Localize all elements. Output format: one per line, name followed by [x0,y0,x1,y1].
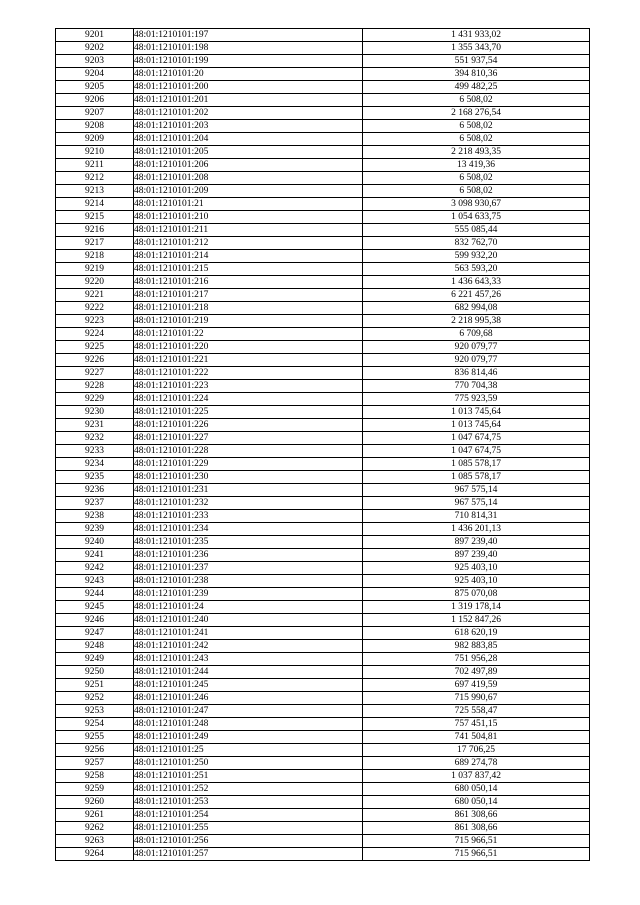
cadastral-number-cell: 48:01:1210101:245 [134,679,363,692]
cadastral-number-cell: 48:01:1210101:242 [134,640,363,653]
row-number-cell: 9207 [56,107,134,120]
cadastral-number-cell: 48:01:1210101:249 [134,731,363,744]
table-row [56,107,590,120]
cadastral-value-cell: 1 013 745,64 [363,406,590,419]
cadastral-value-cell: 2 168 276,54 [363,107,590,120]
cadastral-value-cell: 551 937,54 [363,55,590,68]
cadastral-value-cell: 861 308,66 [363,809,590,822]
cadastral-value-cell: 618 620,19 [363,627,590,640]
row-number-cell: 9263 [56,835,134,848]
table-row [56,237,590,250]
table-row [56,809,590,822]
row-number-cell: 9229 [56,393,134,406]
row-number-cell: 9217 [56,237,134,250]
cadastral-number-cell: 48:01:1210101:205 [134,146,363,159]
cadastral-number-cell: 48:01:1210101:253 [134,796,363,809]
cadastral-value-cell: 1 436 643,33 [363,276,590,289]
cadastral-value-cell: 682 994,08 [363,302,590,315]
table-body [56,29,590,861]
table-row [56,796,590,809]
cadastral-number-cell: 48:01:1210101:237 [134,562,363,575]
cadastral-value-cell: 13 419,36 [363,159,590,172]
cadastral-value-cell: 680 050,14 [363,796,590,809]
row-number-cell: 9241 [56,549,134,562]
cadastral-value-cell: 6 221 457,26 [363,289,590,302]
row-number-cell: 9226 [56,354,134,367]
cadastral-number-cell: 48:01:1210101:217 [134,289,363,302]
row-number-cell: 9252 [56,692,134,705]
row-number-cell: 9244 [56,588,134,601]
cadastral-number-cell: 48:01:1210101:225 [134,406,363,419]
cadastral-number-cell: 48:01:1210101:200 [134,81,363,94]
cadastral-number-cell: 48:01:1210101:251 [134,770,363,783]
row-number-cell: 9208 [56,120,134,133]
cadastral-number-cell: 48:01:1210101:255 [134,822,363,835]
cadastral-value-cell: 897 239,40 [363,549,590,562]
cadastral-number-cell: 48:01:1210101:223 [134,380,363,393]
cadastral-number-cell: 48:01:1210101:247 [134,705,363,718]
table-row [56,484,590,497]
table-row [56,81,590,94]
row-number-cell: 9255 [56,731,134,744]
row-number-cell: 9212 [56,172,134,185]
table-row [56,822,590,835]
cadastral-value-cell: 715 990,67 [363,692,590,705]
row-number-cell: 9216 [56,224,134,237]
cadastral-number-cell: 48:01:1210101:210 [134,211,363,224]
table-row [56,497,590,510]
row-number-cell: 9239 [56,523,134,536]
cadastral-value-cell: 1 085 578,17 [363,458,590,471]
cadastral-value-cell: 2 218 995,38 [363,315,590,328]
cadastral-value-cell: 6 508,02 [363,94,590,107]
row-number-cell: 9259 [56,783,134,796]
cadastral-number-cell: 48:01:1210101:212 [134,237,363,250]
row-number-cell: 9237 [56,497,134,510]
table-row [56,588,590,601]
cadastral-number-cell: 48:01:1210101:252 [134,783,363,796]
row-number-cell: 9257 [56,757,134,770]
table-row [56,172,590,185]
row-number-cell: 9210 [56,146,134,159]
cadastral-number-cell: 48:01:1210101:216 [134,276,363,289]
table-row [56,315,590,328]
cadastral-number-cell: 48:01:1210101:199 [134,55,363,68]
row-number-cell: 9227 [56,367,134,380]
cadastral-value-cell: 6 508,02 [363,185,590,198]
cadastral-value-cell: 925 403,10 [363,562,590,575]
table-row [56,367,590,380]
row-number-cell: 9205 [56,81,134,94]
row-number-cell: 9234 [56,458,134,471]
cadastral-number-cell: 48:01:1210101:250 [134,757,363,770]
row-number-cell: 9250 [56,666,134,679]
row-number-cell: 9223 [56,315,134,328]
table-row [56,146,590,159]
cadastral-value-cell: 3 098 930,67 [363,198,590,211]
row-number-cell: 9238 [56,510,134,523]
cadastral-number-cell: 48:01:1210101:198 [134,42,363,55]
cadastral-number-cell: 48:01:1210101:215 [134,263,363,276]
cadastral-value-cell: 832 762,70 [363,237,590,250]
cadastral-number-cell: 48:01:1210101:220 [134,341,363,354]
table-row [56,471,590,484]
table-row [56,549,590,562]
cadastral-value-cell: 715 966,51 [363,835,590,848]
row-number-cell: 9254 [56,718,134,731]
row-number-cell: 9236 [56,484,134,497]
cadastral-value-cell: 725 558,47 [363,705,590,718]
cadastral-number-cell: 48:01:1210101:219 [134,315,363,328]
cadastral-number-cell: 48:01:1210101:240 [134,614,363,627]
row-number-cell: 9243 [56,575,134,588]
table-row [56,94,590,107]
row-number-cell: 9206 [56,94,134,107]
table-row [56,510,590,523]
cadastral-value-cell: 499 482,25 [363,81,590,94]
table-row [56,458,590,471]
row-number-cell: 9262 [56,822,134,835]
table-row [56,224,590,237]
cadastral-value-cell: 1 047 674,75 [363,432,590,445]
table-row [56,276,590,289]
table-row [56,627,590,640]
cadastral-value-cell: 836 814,46 [363,367,590,380]
cadastral-value-cell: 680 050,14 [363,783,590,796]
table-row [56,393,590,406]
table-row [56,42,590,55]
table-row [56,653,590,666]
cadastral-number-cell: 48:01:1210101:218 [134,302,363,315]
table-row [56,718,590,731]
cadastral-number-cell: 48:01:1210101:239 [134,588,363,601]
cadastral-value-table [55,28,590,861]
cadastral-value-cell: 751 956,28 [363,653,590,666]
cadastral-value-cell: 394 810,36 [363,68,590,81]
table-row [56,575,590,588]
cadastral-value-cell: 689 274,78 [363,757,590,770]
table-row [56,679,590,692]
table-row [56,731,590,744]
cadastral-value-cell: 1 054 633,75 [363,211,590,224]
cadastral-number-cell: 48:01:1210101:232 [134,497,363,510]
table-row [56,614,590,627]
table-row [56,341,590,354]
table-row [56,770,590,783]
table-row [56,432,590,445]
row-number-cell: 9211 [56,159,134,172]
cadastral-value-cell: 875 070,08 [363,588,590,601]
row-number-cell: 9221 [56,289,134,302]
cadastral-value-cell: 925 403,10 [363,575,590,588]
row-number-cell: 9256 [56,744,134,757]
table-row [56,562,590,575]
row-number-cell: 9230 [56,406,134,419]
cadastral-number-cell: 48:01:1210101:22 [134,328,363,341]
row-number-cell: 9220 [56,276,134,289]
row-number-cell: 9209 [56,133,134,146]
row-number-cell: 9264 [56,848,134,861]
cadastral-number-cell: 48:01:1210101:256 [134,835,363,848]
table-row [56,536,590,549]
table-row [56,263,590,276]
cadastral-number-cell: 48:01:1210101:25 [134,744,363,757]
table-row [56,692,590,705]
row-number-cell: 9225 [56,341,134,354]
row-number-cell: 9240 [56,536,134,549]
row-number-cell: 9235 [56,471,134,484]
cadastral-number-cell: 48:01:1210101:233 [134,510,363,523]
cadastral-value-cell: 741 504,81 [363,731,590,744]
row-number-cell: 9231 [56,419,134,432]
cadastral-number-cell: 48:01:1210101:246 [134,692,363,705]
cadastral-number-cell: 48:01:1210101:244 [134,666,363,679]
cadastral-number-cell: 48:01:1210101:230 [134,471,363,484]
table-row [56,445,590,458]
table-row [56,185,590,198]
cadastral-number-cell: 48:01:1210101:221 [134,354,363,367]
cadastral-value-cell: 770 704,38 [363,380,590,393]
table-row [56,848,590,861]
row-number-cell: 9233 [56,445,134,458]
cadastral-number-cell: 48:01:1210101:226 [134,419,363,432]
cadastral-value-cell: 563 593,20 [363,263,590,276]
table-row [56,666,590,679]
cadastral-value-cell: 1 431 933,02 [363,29,590,42]
cadastral-number-cell: 48:01:1210101:241 [134,627,363,640]
cadastral-number-cell: 48:01:1210101:238 [134,575,363,588]
row-number-cell: 9222 [56,302,134,315]
row-number-cell: 9247 [56,627,134,640]
row-number-cell: 9253 [56,705,134,718]
cadastral-value-cell: 1 355 343,70 [363,42,590,55]
table-row [56,380,590,393]
table-row [56,783,590,796]
cadastral-number-cell: 48:01:1210101:236 [134,549,363,562]
cadastral-number-cell: 48:01:1210101:214 [134,250,363,263]
table-row [56,601,590,614]
row-number-cell: 9202 [56,42,134,55]
cadastral-number-cell: 48:01:1210101:20 [134,68,363,81]
table-row [56,419,590,432]
cadastral-number-cell: 48:01:1210101:231 [134,484,363,497]
table-row [56,406,590,419]
table-row [56,198,590,211]
cadastral-number-cell: 48:01:1210101:202 [134,107,363,120]
row-number-cell: 9204 [56,68,134,81]
cadastral-value-cell: 6 508,02 [363,120,590,133]
cadastral-number-cell: 48:01:1210101:228 [134,445,363,458]
table-row [56,744,590,757]
row-number-cell: 9260 [56,796,134,809]
cadastral-number-cell: 48:01:1210101:257 [134,848,363,861]
cadastral-value-cell: 982 883,85 [363,640,590,653]
row-number-cell: 9232 [56,432,134,445]
cadastral-number-cell: 48:01:1210101:254 [134,809,363,822]
cadastral-number-cell: 48:01:1210101:234 [134,523,363,536]
cadastral-value-cell: 697 419,59 [363,679,590,692]
row-number-cell: 9251 [56,679,134,692]
cadastral-value-cell: 1 436 201,13 [363,523,590,536]
table-row [56,523,590,536]
cadastral-value-cell: 775 923,59 [363,393,590,406]
cadastral-number-cell: 48:01:1210101:209 [134,185,363,198]
cadastral-number-cell: 48:01:1210101:24 [134,601,363,614]
row-number-cell: 9214 [56,198,134,211]
row-number-cell: 9213 [56,185,134,198]
cadastral-value-cell: 1 047 674,75 [363,445,590,458]
cadastral-value-cell: 702 497,89 [363,666,590,679]
cadastral-value-cell: 1 085 578,17 [363,471,590,484]
table-row [56,289,590,302]
row-number-cell: 9248 [56,640,134,653]
row-number-cell: 9215 [56,211,134,224]
cadastral-value-cell: 1 152 847,26 [363,614,590,627]
table-row [56,328,590,341]
cadastral-number-cell: 48:01:1210101:235 [134,536,363,549]
cadastral-value-cell: 6 709,68 [363,328,590,341]
table-row [56,302,590,315]
cadastral-number-cell: 48:01:1210101:203 [134,120,363,133]
cadastral-value-cell: 1 013 745,64 [363,419,590,432]
cadastral-value-cell: 920 079,77 [363,354,590,367]
cadastral-value-cell: 920 079,77 [363,341,590,354]
cadastral-value-cell: 6 508,02 [363,172,590,185]
row-number-cell: 9242 [56,562,134,575]
row-number-cell: 9219 [56,263,134,276]
row-number-cell: 9249 [56,653,134,666]
table-row [56,133,590,146]
cadastral-value-cell: 555 085,44 [363,224,590,237]
cadastral-number-cell: 48:01:1210101:222 [134,367,363,380]
table-row [56,640,590,653]
row-number-cell: 9245 [56,601,134,614]
cadastral-number-cell: 48:01:1210101:208 [134,172,363,185]
cadastral-number-cell: 48:01:1210101:204 [134,133,363,146]
row-number-cell: 9201 [56,29,134,42]
cadastral-number-cell: 48:01:1210101:229 [134,458,363,471]
cadastral-value-cell: 757 451,15 [363,718,590,731]
cadastral-number-cell: 48:01:1210101:211 [134,224,363,237]
cadastral-value-cell: 6 508,02 [363,133,590,146]
cadastral-value-cell: 897 239,40 [363,536,590,549]
row-number-cell: 9203 [56,55,134,68]
table-row [56,29,590,42]
cadastral-value-cell: 2 218 493,35 [363,146,590,159]
cadastral-number-cell: 48:01:1210101:227 [134,432,363,445]
table-row [56,354,590,367]
cadastral-value-cell: 710 814,31 [363,510,590,523]
cadastral-number-cell: 48:01:1210101:197 [134,29,363,42]
cadastral-value-cell: 599 932,20 [363,250,590,263]
cadastral-number-cell: 48:01:1210101:21 [134,198,363,211]
cadastral-value-cell: 1 037 837,42 [363,770,590,783]
table-row [56,211,590,224]
table-row [56,705,590,718]
table-row [56,250,590,263]
cadastral-value-cell: 17 706,25 [363,744,590,757]
cadastral-number-cell: 48:01:1210101:243 [134,653,363,666]
cadastral-number-cell: 48:01:1210101:224 [134,393,363,406]
cadastral-number-cell: 48:01:1210101:206 [134,159,363,172]
table-row [56,159,590,172]
row-number-cell: 9224 [56,328,134,341]
cadastral-number-cell: 48:01:1210101:248 [134,718,363,731]
table-row [56,120,590,133]
cadastral-value-cell: 967 575,14 [363,497,590,510]
row-number-cell: 9228 [56,380,134,393]
table-row [56,68,590,81]
row-number-cell: 9261 [56,809,134,822]
cadastral-value-cell: 715 966,51 [363,848,590,861]
cadastral-value-cell: 967 575,14 [363,484,590,497]
row-number-cell: 9246 [56,614,134,627]
row-number-cell: 9258 [56,770,134,783]
table-row [56,757,590,770]
row-number-cell: 9218 [56,250,134,263]
cadastral-value-cell: 861 308,66 [363,822,590,835]
cadastral-value-cell: 1 319 178,14 [363,601,590,614]
cadastral-number-cell: 48:01:1210101:201 [134,94,363,107]
table-row [56,835,590,848]
table-row [56,55,590,68]
